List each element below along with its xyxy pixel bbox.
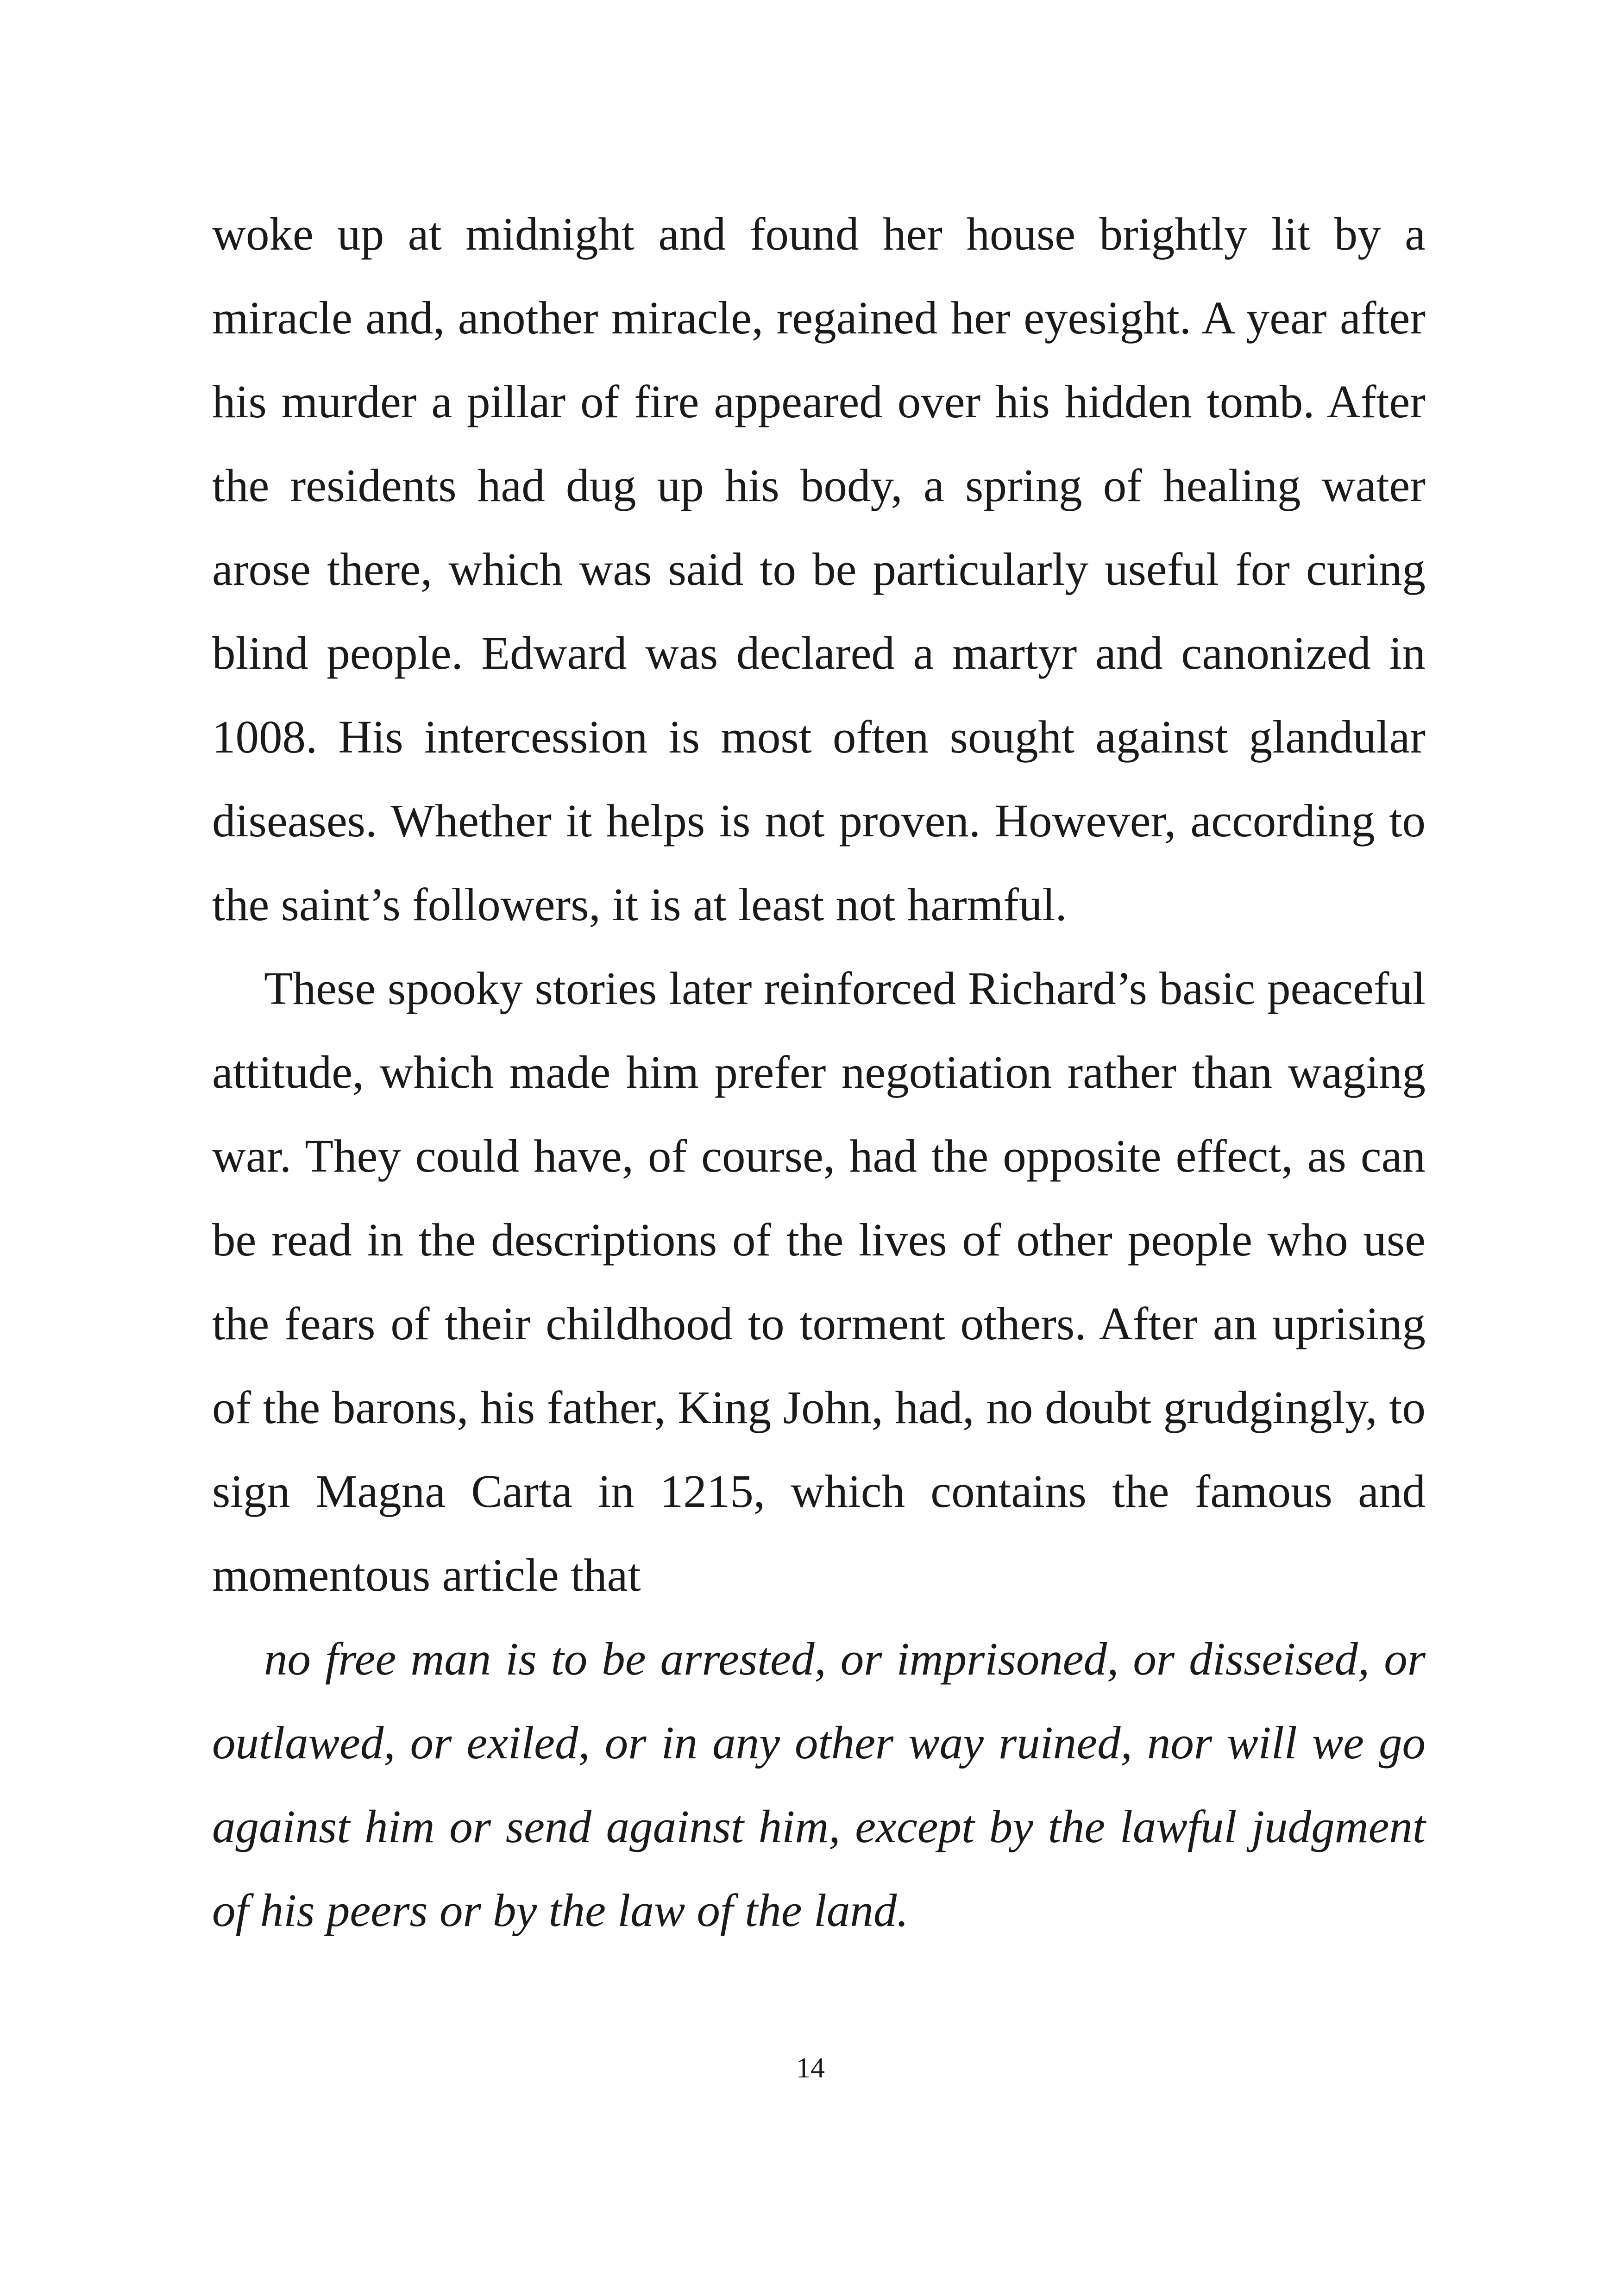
paragraph-continuation: woke up at midnight and found her house brightly lit by a miracle and, another miracle, regained her eyesight. A year after his murder a pillar of fire appeared over his hidden tomb. After the residents had dug up his body, a spring of healing water arose there, which was said to be particularly useful for curing blind people. Edward was declared a martyr and canonized in 1008. His intercession is most often sought against glandular diseases. Whether it helps is not proven. However, according to the saint’s followers, it is at least not harmful.: [212, 208, 1426, 930]
page-number: 14: [796, 2052, 825, 2084]
body-text: [212, 192, 1426, 1952]
paragraph-richard: These spooky stories later reinforced Richard’s basic peaceful attitude, which made him prefer negotiation rather than waging war. They could have, of course, had the opposite effect, as can be read in the descriptions of the lives of other people who use the fears of their childhood to torment others. After an uprising of the barons, his father, King John, had, no doubt grudgingly, to sign Magna Carta in 1215, which contains the famous and momentous article that: [212, 962, 1426, 1601]
magna-carta-quote: no free man is to be arrested, or imprisoned, or disseised, or outlawed, or exiled, or in any other way ruined, nor will we go against him or send against him, except by the lawful judgment of his peers or by the law of the land.: [212, 1633, 1426, 1936]
